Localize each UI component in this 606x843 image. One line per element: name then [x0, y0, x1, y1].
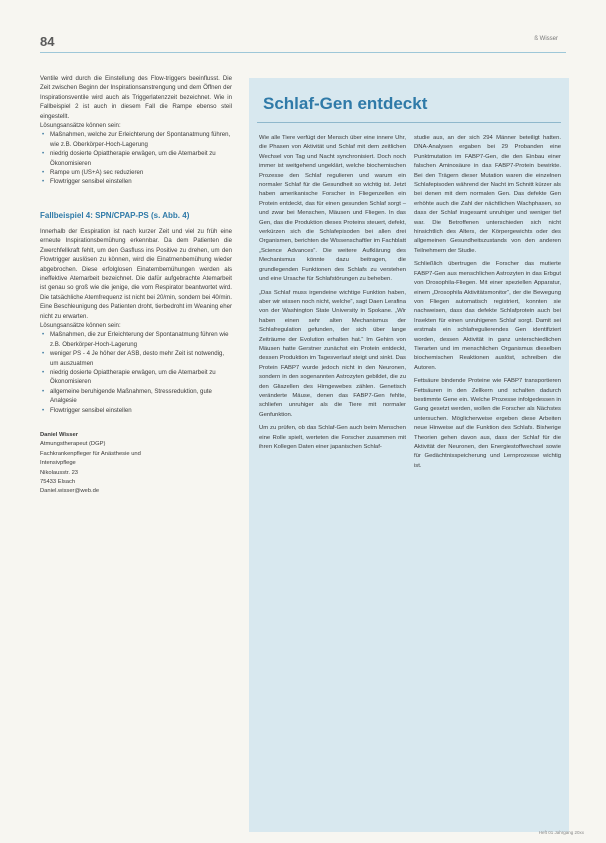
box-column-left	[259, 134, 406, 456]
author-block	[40, 431, 232, 497]
list-item: • niedrig dosierte Opiattherapie erwägen, um die Atemarbeit zu Ökonomisieren	[50, 368, 232, 387]
list-item: • Flowtrigger sensibel einstellen	[50, 406, 232, 415]
paragraph: Schließlich übertrugen die Forscher das mutierte FABP7-Gen aus menschlichen Astrozyten in das Erbgut von Drosophila-Fliegen. Mit einer speziellen Apparatur, einem „Drosophila Aktivitätsmonitor“, der die Bewegung von Fliegen automatisch registriert, konnten sie nachweisen, dass das defekte Schlafprotein auch bei Insekten für einen unruhigeren Schlaf sorgt. Damit sei erstmals ein schlafregulierendes Gen identifiziert worden, dessen Aktivität in ganz unterschiedlichen Tierarten und im menschlichen Organismus dieselben biochemischen Reaktionen auslöst, schreiben die Autoren.	[414, 261, 561, 371]
list-item: • Maßnahmen, welche zur Erleichterung der Spontanatmung führen, wie z.B. Oberkörper-Hoch-Lagerung	[50, 130, 232, 149]
author-name: Daniel Wisser	[40, 432, 78, 438]
solution-list	[40, 330, 232, 415]
paragraph: Ventile wird durch die Einstellung des Flow-triggers beeinflusst. Die Zeit zwischen Beginn der Inspirationsanstrengung und dem Öffnen der Inspirationsventile wird auch als Triggerlatenzzeit bezeichnet. Wie in Fallbeispiel 2 ist auch in diesem Fall die Rampe ebenso steil eingestellt.	[40, 75, 232, 120]
sidebar-box	[249, 78, 569, 832]
list-item: • Flowtrigger sensibel einstellen	[50, 177, 232, 186]
paragraph: Wie alle Tiere verfügt der Mensch über eine innere Uhr, die Phasen von Aktivität und Schlaf mit dem zeitlichen Wechsel von Tag und Nacht synchronisiert. Doch noch immer ist weitgehend ungeklärt, welche biochemischen Prozesse den Schlaf regulieren und warum ein normaler Schlaf für die Gesundheit so wichtig ist. Jetzt haben amerikanische Forscher in Fliegenzellen ein Protein entdeckt, das für einen gesunden Schlaf sorgt – und zwar bei Menschen, Mäusen und Fliegen. In das Gen, das die Produktion dieses Proteins steuert, defekt, verkürzen sich die Schlafepisoden bei allen drei Organismen, berichten die Wissenschaftler im Fachblatt „Science Advances“. Die weitere Aufklärung des Mechanismus könnte dazu beitragen, die grundlegenden Funktionen des Schlafs zu verstehen und eine Ursache für Schlafstörungen zu beheben.	[259, 135, 406, 283]
section-heading: Fallbeispiel 4: SPN/CPAP-PS (s. Abb. 4)	[40, 210, 190, 220]
author-line: Nikolausstr. 23	[40, 469, 79, 476]
author-line: Fachkrankenpfleger für Anästhesie und	[40, 450, 141, 457]
list-item: • weniger PS - 4 Je höher der ASB, desto mehr Zeit ist notwendig, um auszuatmen	[50, 349, 232, 368]
author-line: Intensivpflege	[40, 460, 76, 467]
author-line: Atmungstherapeut (DGP)	[40, 441, 106, 448]
solution-list	[40, 130, 232, 186]
box-title: Schlaf-Gen entdeckt	[263, 94, 428, 113]
box-column-right	[414, 134, 561, 475]
paragraph: Fettsäure bindende Proteine wie FABP7 transportieren Fettsäuren in den Zellkern und schalten dadurch bestimmte Gene ein. Welche Prozesse infolgedessen in Gang gesetzt werden, wollen die Forscher als Nächstes untersuchen. Möglicherweise ergeben diese Arbeiten neue Hinweise auf die Funktion des Schlafs. Bisherige Theorien gehen davon aus, dass der Schlaf für die Aktivität der Neuronen, den Energiestoffwechsel sowie für Gedächtnisspeicherung und Lernprozesse wichtig ist.	[414, 378, 561, 469]
paragraph: Lösungsansätze können sein:	[40, 321, 121, 329]
main-article-column	[40, 74, 232, 497]
page-footer: Heft 01 Jahrgang 20xx	[538, 830, 584, 835]
list-item: • Rampe um (US+A) sec reduzieren	[50, 168, 232, 177]
paragraph: Lösungsansätze können sein:	[40, 122, 121, 130]
list-item: • Maßnahmen, die zur Erleichterung der Spontanatmung führen wie z.B. Oberkörper-Hoch-Lagerung	[50, 330, 232, 349]
list-item: • niedrig dosierte Opiattherapie erwägen, um die Atemarbeit zu Ökonomisieren	[50, 149, 232, 168]
paragraph: Um zu prüfen, ob das Schlaf-Gen auch beim Menschen eine Rolle spielt, werteten die Forscher zusammen mit ihren Kollegen Daten einer japanischen Schlaf-	[259, 425, 406, 450]
author-email: Daniel.wisser@web.de	[40, 488, 100, 495]
list-item: • allgemeine beruhigende Maßnahmen, Stressreduktion, gute Analgesie	[50, 387, 232, 406]
paragraph: studie aus, an der sich 294 Männer beteiligt hatten. DNA-Analysen ergaben bei 29 Probanden eine Punktmutation im FABP7-Gen, die den Einbau einer falschen Aminosäure in das FABP7-Protein bewirkte. Bei den Trägern dieser Mutation waren die einzelnen Schlafepisoden während der Nacht im Schnitt kürzer als bei denen mit dem normalen Gen. Das defekte Gen erhöhte auch die Zahl der nächtlichen Wachphasen, so dass der Schlaf insgesamt unruhiger und weniger tief war. Die Betroffenen unterschieden sich nicht hinsichtlich des Alters, der Körpergewichts oder des allgemeinen Gesundheitszustands von den anderen Teilnehmern der Studie.	[414, 135, 561, 254]
box-rule	[257, 122, 561, 123]
author-line: 75433 Elsach	[40, 479, 76, 486]
header-rule	[40, 52, 566, 53]
running-head: ß Wisser	[534, 36, 558, 42]
page-number: 84	[40, 34, 55, 49]
paragraph: Innerhalb der Exspiration ist nach kurzer Zeit und viel zu früh eine erneute Inspirationsbemühung erkennbar. Da dem Patienten die Zwerchfellkraft fehlt, um den Gasfluss ins Positive zu drehen, um den Flowtrigger auslösen zu können, wird die Einatmenbemühung wieder abgebrochen. Diese erfolglosen Einatembemühungen werden als ineffektive Atemarbeit bezeichnet. Die dafür aufgebrachte Atemarbeit ist genau so groß wie die jenige, die vom Respirator beantwortet wird. Die tatsächliche Atemfrequenz ist nicht bei 20/min, sondern bei 40/min. Eine Beschleunigung des Patienten droht, tierbedroht im Weaning eher nicht zu erwarten.	[40, 227, 232, 320]
paragraph: „Das Schlaf muss irgendeine wichtige Funktion haben, aber wir wissen noch nicht, welche“, sagt Daen Lerafina von der Washington State University in Spokane. „Wir haben einen sehr alten Mechanismus der Schlafregulation gefunden, der sich über lange Zeiträume der Evolution erhalten hat.“ Im Gehirn von Mäusen hatte Gerstner zunächst ein Protein entdeckt, dessen Produktion im Tagesverlauf steigt und sinkt. Das Protein FABP7 wurde jedoch nicht in den Neuronen, sondern in den sogenannten Astrozyten gebildet, die zu den Gliazellen des Hirngewebes zählen. Genetisch veränderte Mäuse, denen das FABP7-Gen fehlte, schliefen unruhiger als die Tiere mit normaler Genfunktion.	[259, 289, 406, 418]
